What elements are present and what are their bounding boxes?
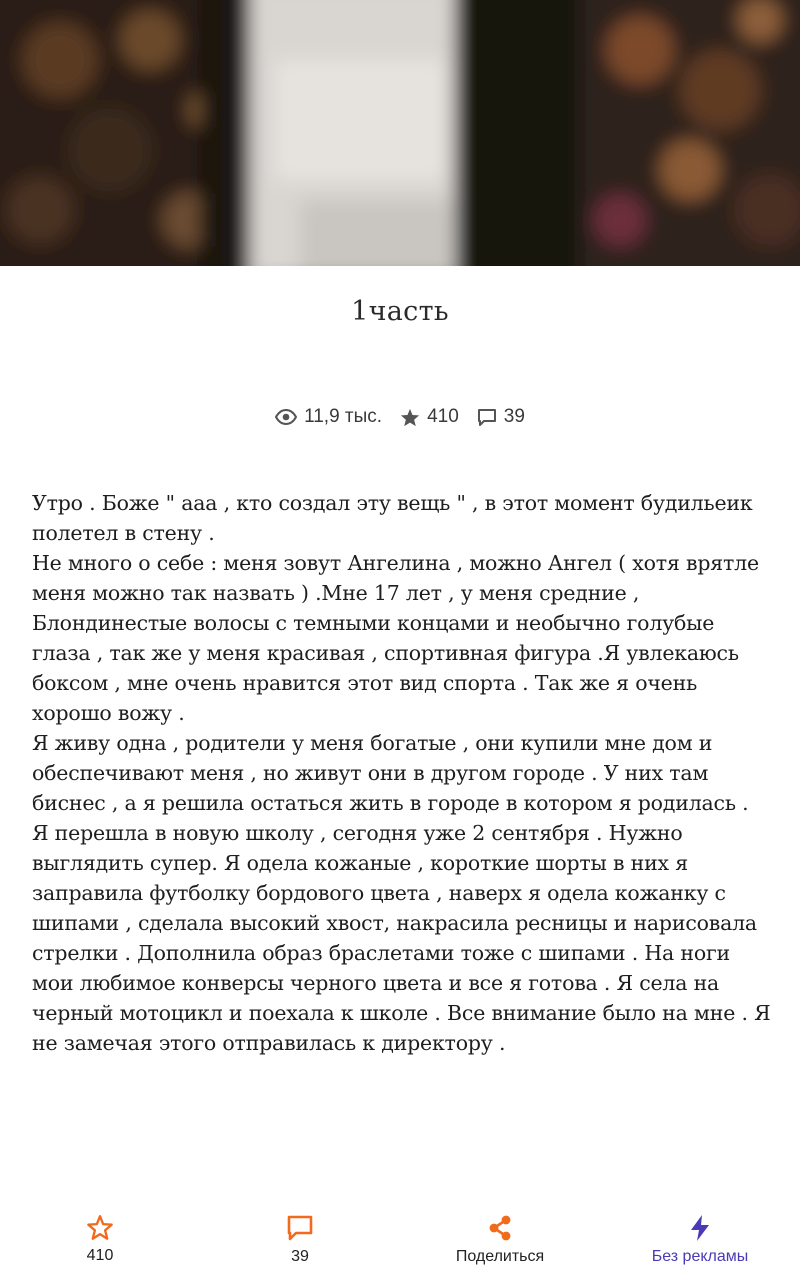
comments-count: 39: [503, 406, 525, 427]
story-paragraph: Утро . Боже " ааа , кто создал эту вещь " , в этот момент будильеик полетел в стену .: [32, 491, 753, 545]
share-button[interactable]: [400, 1200, 600, 1280]
eye-icon: [275, 409, 297, 425]
lightning-icon: [688, 1214, 712, 1248]
comments-stat: [477, 406, 525, 428]
story-paragraph: Я перешла в новую школу , сегодня уже 2 сентября . Нужно выглядить супер. Я одела кожаные , короткие шорты в них я заправила футболку бордового цвета , наверх я одела кожанку с шипами , сделала высокий хвост, накрасила ресницы и нарисовала стрелки . Дополнила образ браслетами тоже с шипами . На ноги мои любимое конверсы черного цвета и все я готова . Я села на черный мотоцикл и поехала к школе . Все внимание было на мне . Я не замечая этого отправилась к директору .: [32, 821, 771, 1055]
stars-stat: [400, 406, 459, 428]
comment-count: 39: [291, 1248, 309, 1265]
views-count: 11,9 тыс.: [304, 406, 383, 427]
star-outline-icon: [86, 1214, 114, 1247]
chapter-stats: [0, 406, 800, 428]
views-stat: [275, 406, 382, 428]
stars-count: 410: [427, 406, 459, 427]
share-label: Поделиться: [455, 1248, 545, 1265]
chapter-title: 1часть: [351, 296, 449, 327]
comment-bubble-icon: [286, 1214, 314, 1248]
story-paragraph: Не много о себе : меня зовут Ангелина , можно Ангел ( хотя врятле меня можно так назвать ) .Мне 17 лет , у меня средние , Блондинестые волосы с темными концами и необычно голубые глаза , так же у меня красивая , спортивная фигура .Я увлекаюсь боксом , мне очень нравится этот вид спорта . Так же я очень хорошо вожу .: [32, 551, 759, 725]
no-ads-button[interactable]: [600, 1200, 800, 1280]
star-icon: [400, 408, 420, 427]
comments-button[interactable]: [200, 1200, 400, 1280]
comment-icon: [477, 408, 497, 427]
vote-button[interactable]: [0, 1200, 200, 1280]
share-icon: [486, 1214, 514, 1248]
vote-count: 410: [86, 1247, 114, 1264]
story-text: [32, 488, 772, 1058]
no-ads-label: Без рекламы: [651, 1248, 749, 1265]
story-paragraph: Я живу одна , родители у меня богатые , они купили мне дом и обеспечивают меня , но живут они в другом городе . У них там биснес , а я решила остаться жить в городе в котором я родилась .: [32, 731, 749, 815]
bottom-action-bar: [0, 1200, 800, 1280]
chapter-cover-image: [0, 0, 800, 266]
